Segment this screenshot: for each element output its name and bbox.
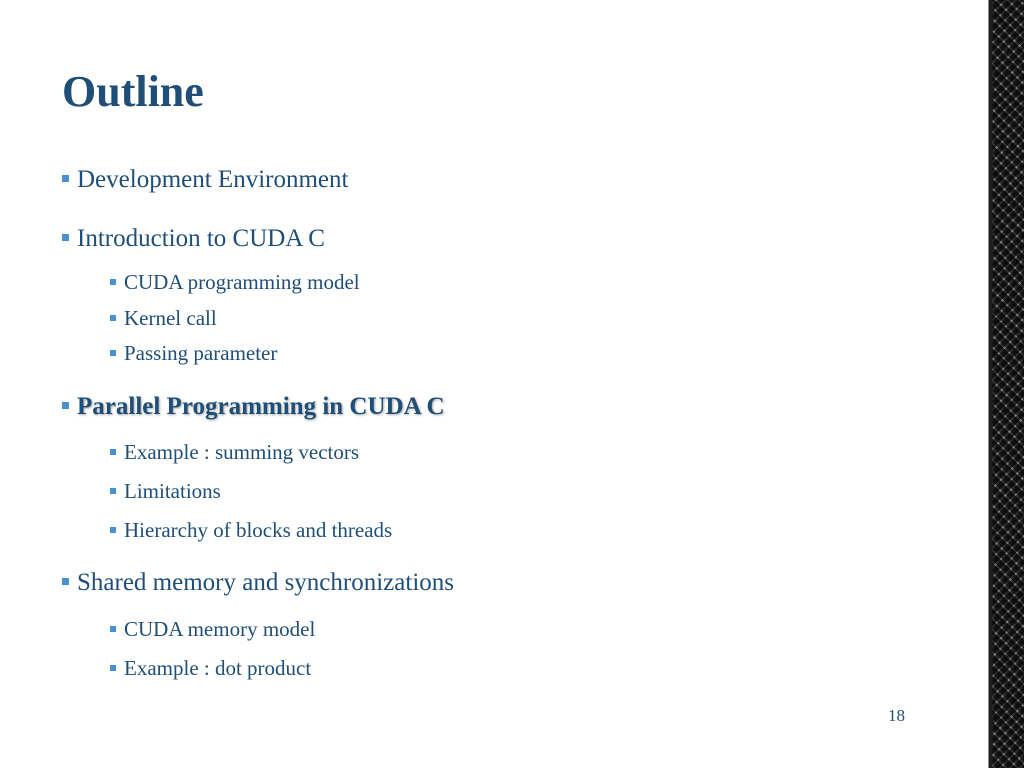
decorative-side-bar [978, 0, 1024, 768]
square-bullet-icon [110, 488, 116, 494]
outline-subitem-label: Example : dot product [124, 656, 312, 680]
outline-subitem-label: Passing parameter [124, 341, 278, 365]
slide-title: Outline [62, 67, 204, 116]
square-bullet-icon [110, 279, 116, 285]
outline-subitem-cuda-programming-model [110, 270, 360, 295]
outline-subitem-label: CUDA memory model [124, 617, 316, 641]
outline-item-parallel-programming-current [62, 393, 445, 421]
square-bullet-icon [110, 315, 116, 321]
square-bullet-icon [62, 234, 69, 241]
square-bullet-icon [110, 527, 116, 533]
outline-item-introduction-to-cuda-c [62, 225, 325, 253]
outline-subitem-cuda-memory-model [110, 617, 315, 642]
outline-subitem-hierarchy-of-blocks [110, 518, 392, 543]
square-bullet-icon [110, 626, 116, 632]
outline-subitem-label: Kernel call [124, 306, 217, 330]
square-bullet-icon [110, 449, 116, 455]
outline-subitem-example-summing-vectors [110, 440, 359, 465]
outline-item-development-environment [62, 166, 348, 194]
outline-item-label: Introduction to CUDA C [77, 225, 325, 252]
square-bullet-icon [110, 350, 116, 356]
square-bullet-icon [62, 175, 69, 182]
outline-item-shared-memory [62, 569, 454, 597]
outline-subitem-limitations [110, 479, 221, 504]
outline-item-label: Development Environment [77, 166, 349, 193]
outline-subitem-label: CUDA programming model [124, 270, 360, 294]
outline-subitem-label: Example : summing vectors [124, 440, 360, 464]
square-bullet-icon [62, 402, 69, 409]
outline-item-label: Parallel Programming in CUDA C [77, 393, 445, 420]
square-bullet-icon [110, 665, 116, 671]
outline-subitem-example-dot-product [110, 656, 311, 681]
outline-subitem-passing-parameter [110, 341, 277, 366]
outline-item-label: Shared memory and synchronizations [77, 569, 454, 596]
outline-subitem-kernel-call [110, 306, 217, 331]
page-number: 18 [888, 706, 905, 725]
outline-subitem-label: Limitations [124, 479, 221, 503]
square-bullet-icon [62, 578, 69, 585]
outline-subitem-label: Hierarchy of blocks and threads [124, 518, 393, 542]
